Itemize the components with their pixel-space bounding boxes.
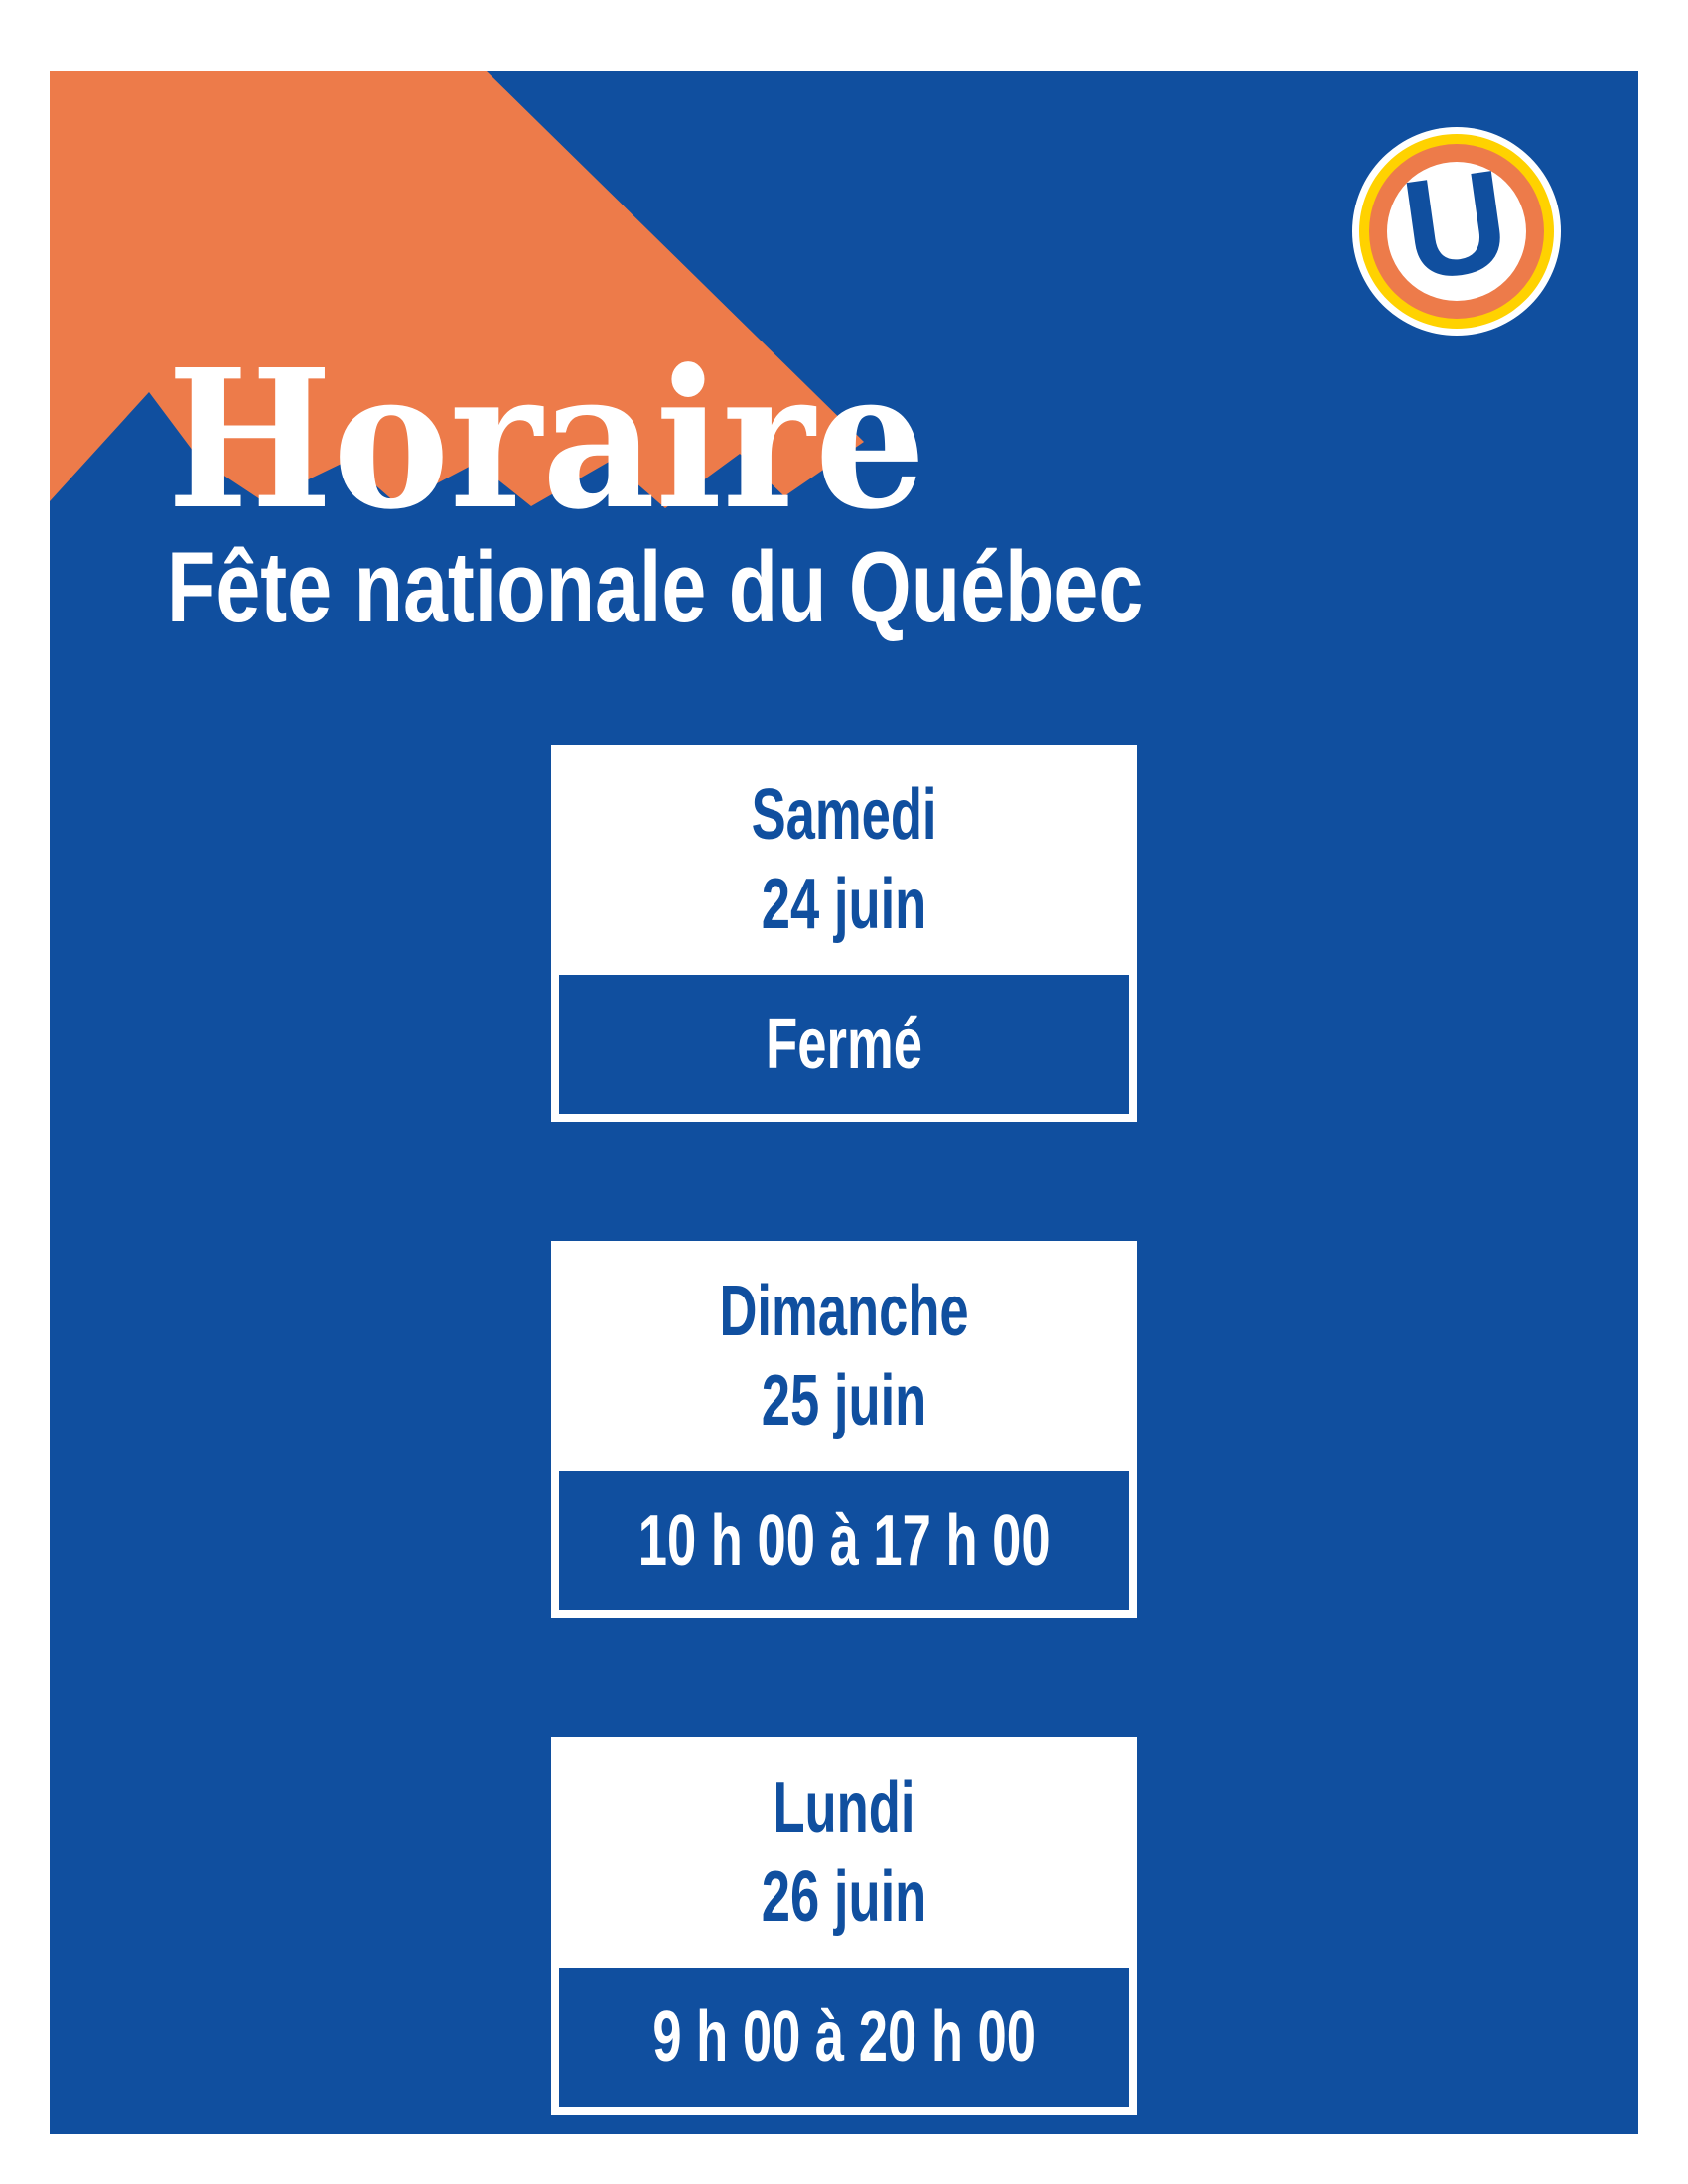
schedule-card-dimanche: [551, 1241, 1137, 1618]
hours-label: 9 h 00 à 20 h 00: [652, 1997, 1036, 2077]
hours-badge: [559, 1968, 1129, 2107]
schedule-card-lundi: [551, 1737, 1137, 2115]
hours-badge: [559, 1471, 1129, 1610]
day-label: Samedi: [751, 775, 937, 855]
hours-label: 10 h 00 à 17 h 00: [637, 1501, 1051, 1580]
date-label: 26 juin: [761, 1857, 927, 1937]
schedule-card-samedi: [551, 745, 1137, 1122]
poster-background: [50, 71, 1638, 2134]
hours-label: Fermé: [766, 1005, 922, 1084]
hours-badge: [559, 975, 1129, 1114]
page-subtitle: Fête nationale du Québec: [167, 532, 1144, 643]
date-label: 24 juin: [761, 865, 927, 944]
day-date-label: [551, 1241, 1137, 1471]
day-date-label: [551, 1737, 1137, 1968]
brand-logo-icon: [1352, 127, 1561, 336]
day-label: Lundi: [773, 1768, 915, 1847]
day-label: Dimanche: [719, 1272, 969, 1351]
day-date-label: [551, 745, 1137, 975]
page-title: Horaire: [167, 329, 926, 552]
date-label: 25 juin: [761, 1361, 927, 1440]
logo-letter: U: [1393, 140, 1518, 311]
